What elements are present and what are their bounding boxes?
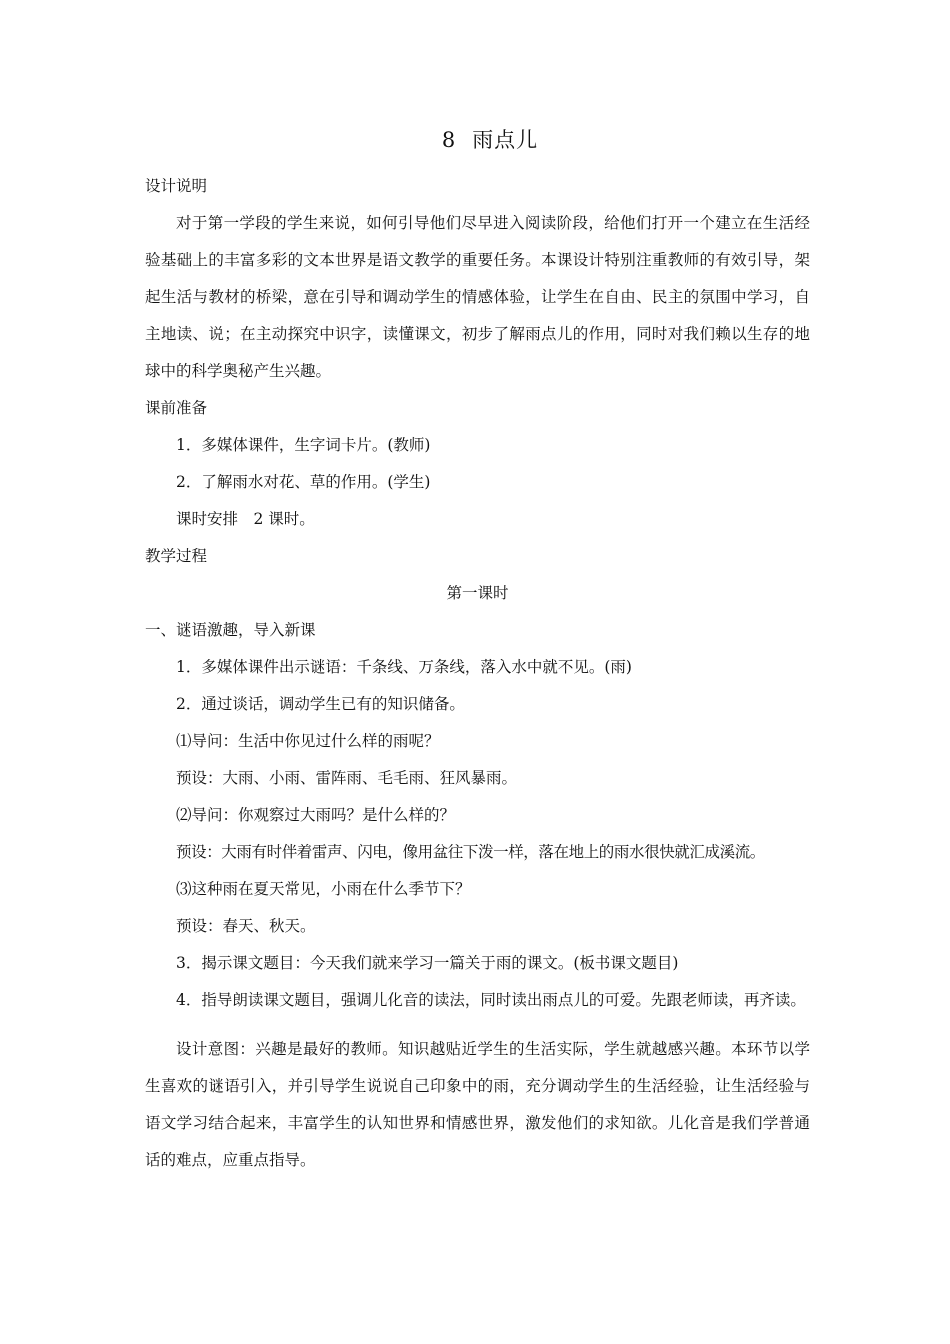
- prep-item-1: 1．多媒体课件，生字词卡片。(教师): [176, 436, 431, 454]
- document-body: [145, 168, 810, 1179]
- question-1: ⑴导问：生活中你见过什么样的雨呢？: [176, 732, 440, 750]
- question-2: ⑵导问：你观察过大雨吗？是什么样的？: [176, 806, 456, 824]
- lesson-heading: 第一课时: [446, 584, 509, 602]
- step-1: 1．多媒体课件出示谜语：千条线、万条线，落入水中就不见。(雨): [176, 658, 632, 676]
- process-heading: 教学过程: [145, 547, 208, 565]
- answer-1: 预设：大雨、小雨、雷阵雨、毛毛雨、狂风暴雨。: [176, 769, 518, 787]
- design-intent: 设计意图：兴趣是最好的教师。知识越贴近学生的生活实际，学生就越感兴趣。本环节以学生喜欢的谜语引入，并引导学生说说自己印象中的雨，充分调动学生的生活经验，让生活经验与语文学习结合起来，丰富学生的认知世界和情感世界，激发他们的求知欲。儿化音是我们学普通话的难点，应重点指导。: [145, 1040, 810, 1169]
- prep-heading: 课前准备: [145, 399, 208, 417]
- step-4: 4．指导朗读课文题目，强调儿化音的读法，同时读出雨点儿的可爱。先跟老师读，再齐读。: [176, 991, 806, 1009]
- lesson-number: 8: [441, 128, 457, 152]
- question-3: ⑶这种雨在夏天常见，小雨在什么季节下？: [176, 880, 471, 898]
- design-heading: 设计说明: [145, 177, 208, 195]
- lesson-title-text: 雨点儿: [472, 128, 539, 152]
- step-3: 3．揭示课文题目：今天我们就来学习一篇关于雨的课文。(板书课文题目): [176, 954, 679, 972]
- answer-3: 预设：春天、秋天。: [176, 917, 316, 935]
- prep-item-2: 2．了解雨水对花、草的作用。(学生): [176, 473, 431, 491]
- answer-2: 预设：大雨有时伴着雷声、闪电，像用盆往下泼一样，落在地上的雨水很快就汇成溪流。: [176, 843, 765, 861]
- step-2: 2．通过谈话，调动学生已有的知识储备。: [176, 695, 465, 713]
- schedule-line: 课时安排 2 课时。: [176, 510, 315, 528]
- part-1-heading: 一、谜语激趣，导入新课: [145, 621, 316, 639]
- design-paragraph: 对于第一学段的学生来说，如何引导他们尽早进入阅读阶段，给他们打开一个建立在生活经验基础上的丰富多彩的文本世界是语文教学的重要任务。本课设计特别注重教师的有效引导，架起生活与教材的桥梁，意在引导和调动学生的情感体验，让学生在自由、民主的氛围中学习，自主地读、说；在主动探究中识字，读懂课文，初步了解雨点儿的作用，同时对我们赖以生存的地球中的科学奥秘产生兴趣。: [145, 214, 810, 380]
- lesson-title: [0, 124, 950, 154]
